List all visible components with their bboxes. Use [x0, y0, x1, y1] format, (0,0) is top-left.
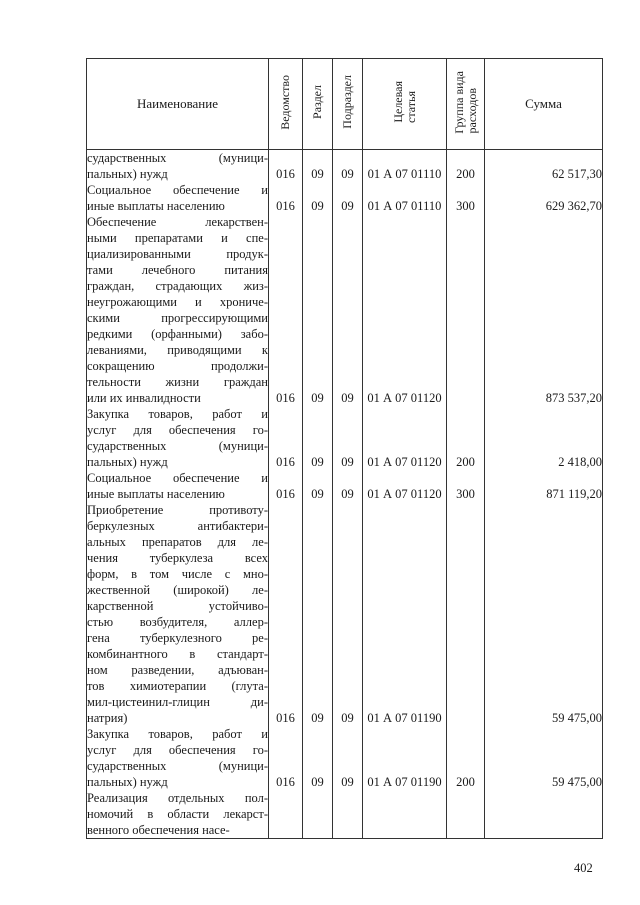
cell-name-line: сударственных (муници-: [87, 759, 268, 773]
cell-name-line: беркулезных антибактери-: [87, 519, 268, 533]
header-vedomstvo-label: Ведомство: [278, 74, 292, 130]
cell-gruppa: [447, 502, 485, 726]
cell-summa: 2 418,00: [485, 406, 603, 470]
cell-tselevaya-statya: 01 А 07 01120: [363, 214, 447, 406]
page-number: 402: [574, 861, 593, 875]
cell-name-line: сударственных (муници-: [87, 151, 268, 165]
cell-summa: 871 119,20: [485, 470, 603, 502]
cell-name-line: услуг для обеспечения го-: [87, 423, 268, 437]
cell-name-line: жественной (широкой) ле-: [87, 583, 268, 597]
cell-summa: 59 475,00: [485, 502, 603, 726]
cell-name-line: услуг для обеспечения го-: [87, 743, 268, 757]
cell-summa: 873 537,20: [485, 214, 603, 406]
cell-name: [87, 150, 269, 183]
cell-name-line: тов химиотерапии (глута-: [87, 679, 268, 693]
cell-gruppa: 300: [447, 470, 485, 502]
budget-table-page: [86, 58, 602, 839]
cell-tselevaya-statya: 01 А 07 01120: [363, 470, 447, 502]
cell-name-line: форм, в том числе с мно-: [87, 567, 268, 581]
cell-name-line: венного обеспечения насе-: [87, 823, 230, 837]
cell-name-line: иные выплаты населению: [87, 487, 225, 501]
cell-name-line: Социальное обеспечение и: [87, 471, 268, 485]
header-name: Наименование: [87, 59, 269, 150]
cell-vedomstvo: 016: [269, 214, 303, 406]
cell-name-line: граждан, страдающих жиз-: [87, 279, 268, 293]
cell-razdel: 09: [303, 214, 333, 406]
cell-name: [87, 182, 269, 214]
cell-name-line: номочий в области лекарст-: [87, 807, 268, 821]
cell-podrazdel: 09: [333, 470, 363, 502]
cell-vedomstvo: 016: [269, 150, 303, 183]
cell-name-line: скими прогрессирующими: [87, 311, 268, 325]
table-row: [87, 726, 603, 790]
table-row: [87, 214, 603, 406]
cell-name-line: пальных) нужд: [87, 167, 168, 181]
cell-name-line: леваниями, приводящими к: [87, 343, 268, 357]
header-gruppa-line1: Группа вида: [451, 70, 466, 134]
cell-summa: 62 517,30: [485, 150, 603, 183]
header-tselevaya-line1: Целевая: [390, 81, 405, 123]
table-row: [87, 150, 603, 183]
cell-name-line: сокращению продолжи-: [87, 359, 268, 373]
cell-name: [87, 726, 269, 790]
cell-name: [87, 790, 269, 838]
header-podrazdel: [333, 59, 363, 150]
cell-name-line: ном разведении, адъюван-: [87, 663, 268, 677]
cell-name-line: неугрожающими и хрониче-: [87, 295, 268, 309]
cell-razdel: 09: [303, 182, 333, 214]
cell-name-line: мил-цистеинил-глицин ди-: [87, 695, 268, 709]
cell-name-line: пальных) нужд: [87, 775, 168, 789]
cell-razdel: 09: [303, 470, 333, 502]
cell-summa: 59 475,00: [485, 726, 603, 790]
cell-summa: 629 362,70: [485, 182, 603, 214]
cell-name-line: альных препаратов для ле-: [87, 535, 268, 549]
cell-gruppa: [447, 214, 485, 406]
cell-vedomstvo: 016: [269, 406, 303, 470]
cell-name-line: редкими (орфанными) забо-: [87, 327, 268, 341]
header-tselevaya-line2: статья: [403, 90, 418, 123]
cell-name: [87, 406, 269, 470]
header-razdel-label: Раздел: [310, 85, 324, 119]
cell-podrazdel: 09: [333, 726, 363, 790]
cell-name: [87, 214, 269, 406]
table-body: [87, 150, 603, 839]
cell-name-line: Закупка товаров, работ и: [87, 407, 268, 421]
cell-name-line: тельности жизни граждан: [87, 375, 268, 389]
table-row: [87, 790, 603, 838]
cell-name: [87, 502, 269, 726]
cell-name-line: стью возбудителя, аллер-: [87, 615, 268, 629]
cell-podrazdel: 09: [333, 150, 363, 183]
table-row: [87, 502, 603, 726]
cell-name-line: Социальное обеспечение и: [87, 183, 268, 197]
cell-razdel: 09: [303, 726, 333, 790]
cell-vedomstvo: [269, 790, 303, 838]
header-gruppa-line2: расходов: [464, 87, 479, 134]
table-header-row: [87, 59, 603, 150]
cell-name-line: Обеспечение лекарствен-: [87, 215, 268, 229]
cell-razdel: 09: [303, 406, 333, 470]
cell-gruppa: 300: [447, 182, 485, 214]
cell-name-line: пальных) нужд: [87, 455, 168, 469]
cell-name-line: Приобретение противоту-: [87, 503, 268, 517]
cell-name-line: комбинантного в стандарт-: [87, 647, 268, 661]
header-tselevaya-statya: [363, 59, 447, 150]
cell-gruppa: 200: [447, 726, 485, 790]
cell-podrazdel: [333, 790, 363, 838]
cell-tselevaya-statya: 01 А 07 01110: [363, 150, 447, 183]
cell-tselevaya-statya: 01 А 07 01110: [363, 182, 447, 214]
cell-name-line: Закупка товаров, работ и: [87, 727, 268, 741]
cell-tselevaya-statya: 01 А 07 01120: [363, 406, 447, 470]
table-bottom-border: [87, 838, 603, 839]
header-razdel: [303, 59, 333, 150]
cell-razdel: 09: [303, 502, 333, 726]
cell-vedomstvo: 016: [269, 182, 303, 214]
header-gruppa-vida-raskhodov: [447, 59, 485, 150]
cell-summa: [485, 790, 603, 838]
cell-tselevaya-statya: [363, 790, 447, 838]
cell-name-line: или их инвалидности: [87, 391, 201, 405]
cell-name-line: Реализация отдельных пол-: [87, 791, 268, 805]
cell-vedomstvo: 016: [269, 502, 303, 726]
cell-razdel: [303, 790, 333, 838]
header-vedomstvo: [269, 59, 303, 150]
cell-name-line: сударственных (муници-: [87, 439, 268, 453]
cell-name-line: тами лечебного питания: [87, 263, 268, 277]
table-row: [87, 182, 603, 214]
cell-tselevaya-statya: 01 А 07 01190: [363, 502, 447, 726]
cell-podrazdel: 09: [333, 182, 363, 214]
table-row: [87, 470, 603, 502]
table-row: [87, 406, 603, 470]
header-summa: Сумма: [485, 59, 603, 150]
cell-name-line: ными препаратами и спе-: [87, 231, 268, 245]
cell-podrazdel: 09: [333, 406, 363, 470]
header-podrazdel-label: Подраздел: [340, 75, 354, 129]
budget-table: [86, 58, 603, 839]
cell-tselevaya-statya: 01 А 07 01190: [363, 726, 447, 790]
cell-razdel: 09: [303, 150, 333, 183]
cell-name-line: карственной устойчиво-: [87, 599, 268, 613]
cell-name-line: натрия): [87, 711, 128, 725]
cell-gruppa: [447, 790, 485, 838]
cell-gruppa: 200: [447, 406, 485, 470]
cell-name-line: чения туберкулеза всех: [87, 551, 268, 565]
cell-vedomstvo: 016: [269, 470, 303, 502]
cell-name-line: иные выплаты населению: [87, 199, 225, 213]
cell-name-line: циализированными продук-: [87, 247, 268, 261]
cell-gruppa: 200: [447, 150, 485, 183]
cell-name: [87, 470, 269, 502]
cell-vedomstvo: 016: [269, 726, 303, 790]
cell-podrazdel: 09: [333, 214, 363, 406]
cell-podrazdel: 09: [333, 502, 363, 726]
cell-name-line: гена туберкулезного ре-: [87, 631, 268, 645]
